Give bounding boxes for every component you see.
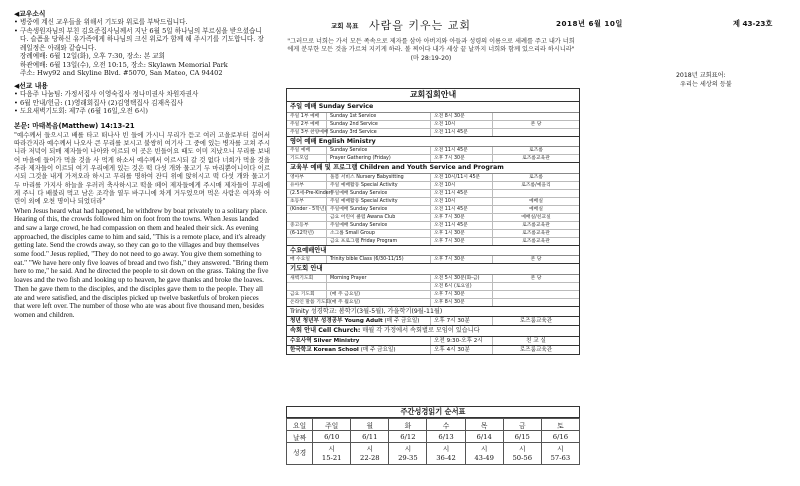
table-row: 매 수요일 Trinity bible Class (6/30-11/15) 오후 7시 30분 본 당 [287,256,579,263]
bible-reading-schedule [286,406,580,465]
scripture-korean: "예수께서 들으시고 배를 타고 떠나사 빈 들에 가시니 무리가 듣고 여러 고을로부터 걸어서 따라간지라 예수께서 나오사 큰 무리를 보시고 불쌍히 여기사 그 중에 있는 병자를 고쳐 주시니라 저녁이 되매 제자들이 나아와 이르되 이 곳은 빈들이요 때도 이미 지났으니 무리를 보내어 마을에 들어가 먹을 것을 사 먹게 하소서 예수께서 이르시되 갈 것 없다 너희가 먹을 것을 주라 제자들이 이르되 여기 우리에게 있는 것은 떡 다섯 개와 물고기 두 마리뿐이니이다 이르시되 그것을 내게 가져오라 하시고 무리를 명하여 잔디 위에 앉히시고 떡 다섯 개와 물고기 두 마리를 가지사 하늘을 우러러 축사하시고 떡을 떼어 제자들에게 주시매 제자들이 무리에게 주니 다 배불리 먹고 남은 조각을 열두 바구니에 차게 거두었으며 먹은 사람은 여자와 어린이 외에 오천 명이나 되었더라" [14,130,270,206]
prayer-block [286,264,580,307]
table-row: 주일 3부 찬양예배 Sunday 3rd Service 오전 11시 45분 [287,129,579,136]
sunday-worship-block [286,102,580,137]
funeral-line: 하관예배: 6월 13일(수), 오전 10:15, 장소: Skylawn Memorial Park [20,60,228,69]
service-schedule [286,88,580,355]
goal-label: 교회 목표 [331,22,359,30]
trinity-block [286,307,580,318]
table-row: 초등부 주일 예배활동 Special Activity 오전 10시 예배실 [287,198,579,206]
wednesday-block [286,246,580,265]
table-row: (2.5세-Pre-Kinder) 주일예배 Sunday Service 오전 11시 45분 [287,190,579,198]
notice-title: ◀교우소식 [14,10,46,18]
cell-church: 속회 안내 Cell Church: 매월 각 가정에서 속회별로 모임이 있습니다 [290,327,480,335]
other-title: ◀선교 내용 [14,81,48,90]
notice-item: • 병중에 계신 교우들을 위해서 기도와 위로를 부탁드립니다. [14,18,188,27]
schedule-title: 교회집회안내 [286,88,580,102]
other-item: • 도요새벽기도회: 제7주 (6월 16일,오전 6시) [14,106,148,115]
page-headline: 사람을 키우는 교회 [369,19,472,32]
table-row: 성경 시 15-21 시 22-28 시 29-35 시 36-42 시 43-49 시 50-56 시 57-63 [287,443,580,465]
table-row: 온라인 말씀 기도회 (매 주 월요일) 오후 8시 30분 [287,299,579,306]
table-row: 주일 2부 예배 Sunday 2nd Service 오전 10시 본 당 [287,121,579,129]
table-row: 주일 1부 예배 Sunday 1st Service 오전 8시 30분 [287,113,579,121]
table-row: 요일 주일 월 화 수 목 금 토 [287,419,580,431]
table-row: 중고등부 주일예배 Sunday Service 오전 11시 45분 로즈룸교육관 [287,222,579,230]
table-row: 금요 어린이 클럽 Awana Club 오후 7시 30분 예배실/친교실 [287,214,579,222]
funeral-line: 장례예배: 6월 12일(화), 오후 7:30, 장소: 본 교회 [20,52,166,61]
theme-verse: "그러므로 너희는 가서 모든 족속으로 제자를 삼아 아버지와 아들과 성령의 이름으로 세례를 주고 내가 너희에게 분부한 모든 것을 가르쳐 지키게 하라. 볼 찌어다 내가 세상 끝 날까지 너희와 함께 있으리라 하시니라" (마 28:19-20) [287,38,575,62]
header-bar [266,10,796,32]
notice-item: • 구속생원자님의 부친 김요준집사님께서 지난 6월 5일 하나님의 부르심을 받으셨습니다. 슬픔을 당하신 유가족에게 하나님의 크신 위로가 함께 해 주시기를 기도합니다. 장례일정은 아래와 같습니다. [14,26,264,52]
table-row: 유아부 주일 예배활동 Special Activity 오전 10시 로즈룸/예을리 [287,182,579,190]
table-row: 영아부 돌봄 서비스 Nursery Babysitting 오전 10시/11시 45분 로즈룸 [287,174,579,182]
bulletin-date: 2018년 6월 10일 [556,19,623,28]
reading-table [286,418,580,465]
table-row: (6-12학년) 소그룹 Small Group 오후 1시 30분 로즈룸교육관 [287,230,579,238]
english-ministry-block [286,137,580,164]
table-row: 기도모임 Prayer Gathering (Friday) 오후 7시 30분 로즈룸교육관 [287,155,579,162]
table-row: 주일 예배 Sunday Service 오전 11시 45분 로즈룸 [287,147,579,155]
block-title: 주일 예배 Sunday Service [287,102,579,113]
motto-label: 2018년 교회표어: [676,72,726,79]
education-block [286,163,580,246]
scripture-title: 본문: 마태복음(Matthew) 14:13-21 [14,122,135,131]
table-row: 날짜 6/10 6/11 6/12 6/13 6/14 6/15 6/16 [287,431,580,443]
table-row: 금요 프로그램 Friday Program 오후 7시 30분 로즈룸교육관 [287,238,579,245]
reading-title: 주간성경읽기 순서표 [286,406,580,418]
other-item: • 6월 안내/헌금: (1)영래회집사 (2)김영택집사 김재옥집사 [14,98,184,107]
block-title: 기도회 안내 [287,264,579,275]
table-row: (Kinder - 5학년) 주일예배 Sunday Service 오전 11시 45분 예배실 [287,206,579,214]
issue-number: 제 43-23호 [733,19,773,28]
block-title: 교육부 예배 및 프로그램 Children and Youth Service and Program [287,163,579,174]
silver-ministry-block [286,337,580,346]
table-row: 오전 6시 (토요일) [287,283,579,291]
korean-school-block [286,346,580,355]
table-row: 새벽기도회 Morning Prayer 오전 5시 30분(화-금) 본 당 [287,275,579,283]
church-motto [676,72,732,89]
block-title: 영어 예배 English Ministry [287,137,579,148]
table-row: 수요사역 Silver Ministry 오전 9:30-오후 2시 친 교 실 [287,337,579,345]
table-row: 금요 기도회 (매 주 금요일) 오후 7시 30분 [287,291,579,299]
funeral-line: 주소: Hwy92 and Skyline Blvd. #5070, San Mateo, CA 94402 [20,69,223,78]
trinity-school: Trinity 성경학교: 봄학기(3월-5월), 가을학기(9월-11월) [290,307,443,315]
left-page [14,10,270,480]
motto-value: 우리는 세상의 등불 [680,80,732,88]
table-row: 한국학교 Korean School (매 주 금요일) 오후 4시 30분 로즈룸교육관 [287,346,579,354]
scripture-english: When Jesus heard what had happened, he withdrew by boat privately to a solitary place. Hearing of this, the crowds followed him on foot from the towns. When Jesus landed and saw a large crowd, he had compassion on them and healed their sick. As evening approached, the disciples came to him and said, "This is a remote place, and it's already getting late. Send the crowds away, so they can go to the villages and buy themselves some food." Jesus replied, "They do not need to go away. You give them something to eat." "We have here only five loaves of bread and two fish," they answered. "Bring them here to me," he said. And he directed the people to sit down on the grass. Taking the five loaves and the two fish and looking up to heaven, he gave thanks and broke the loaves. Then he gave them to the disciples, and the disciples gave them to the people. They all ate and were satisfied, and the disciples picked up twelve basketfuls of broken pieces that were left over. The number of those who ate was about five thousand men, besides women and children. [14,206,269,319]
other-item: • 다음주 나눔팀: 가정서집사 이영숙집사 정나미권사 차원자권사 [14,90,199,99]
young-adult-block [286,317,580,326]
right-page [266,8,796,482]
table-row: 청년 청년부 성경공부 Young Adult (매 주 금요일) 오후 7시 30분 로즈룸교육관 [287,317,579,325]
block-title: 수요예배안내 [287,246,579,257]
cell-church-block [286,326,580,337]
